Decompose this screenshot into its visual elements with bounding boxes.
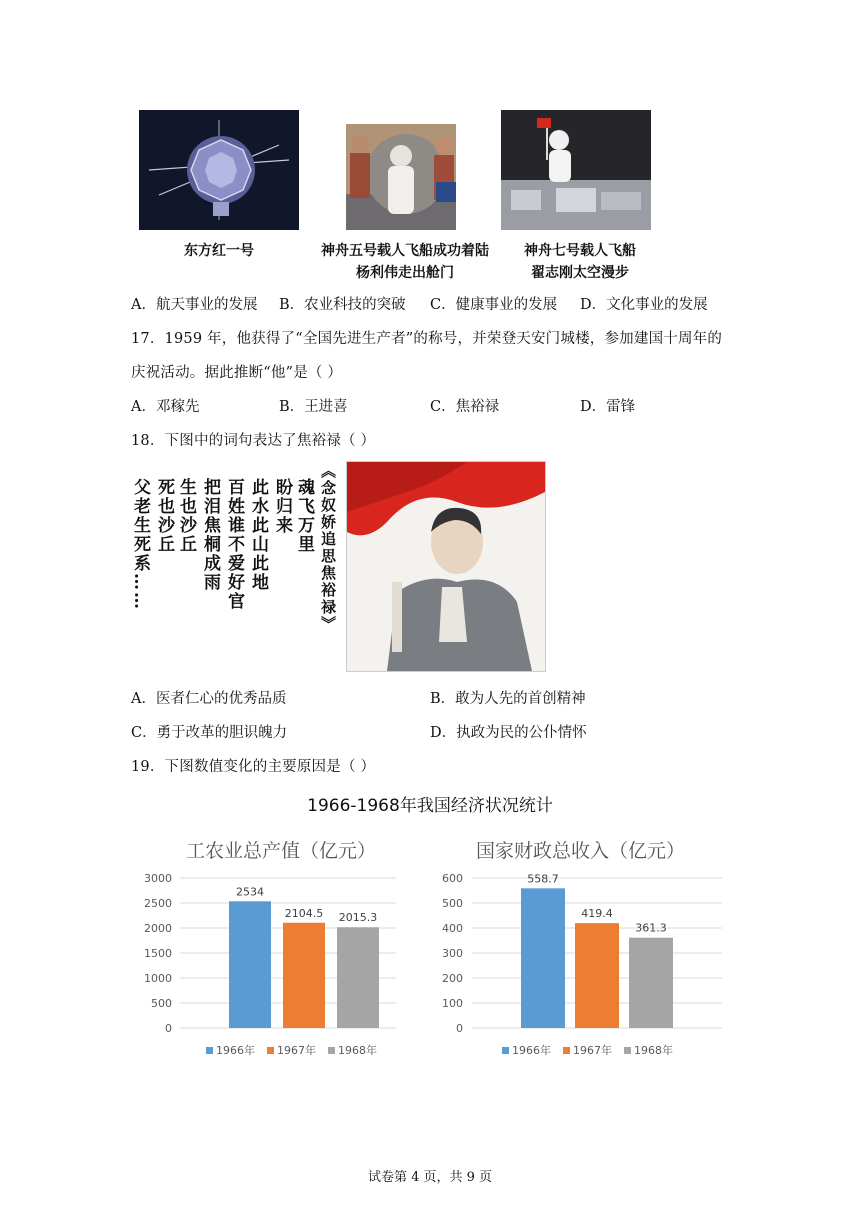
q16-option-c: C．健康事业的发展 [430, 297, 558, 313]
y-tick-label: 600 [442, 872, 463, 885]
data-label: 2534 [236, 885, 264, 899]
q17-stem-line2: 庆祝活动。据此推断“他”是（ ） [131, 365, 343, 381]
chart-2-svg [430, 864, 730, 1074]
image-caption-1: 东方红一号 [184, 243, 254, 259]
q17-option-c: C．焦裕禄 [430, 399, 500, 415]
legend-label: 1967年 [573, 1044, 612, 1057]
image-caption-3: 神舟七号载人飞船 翟志刚太空漫步 [524, 243, 636, 281]
image-caption-2: 神舟五号载人飞船成功着陆 杨利伟走出舱门 [321, 243, 489, 281]
y-tick-label: 2500 [144, 897, 172, 910]
satellite-photo [139, 110, 299, 230]
legend-swatch [563, 1047, 570, 1054]
y-tick-label: 100 [442, 997, 463, 1010]
data-label: 361.3 [635, 921, 667, 935]
q16-option-a: A．航天事业的发展 [131, 297, 258, 313]
poem-title: 《念奴娇追思焦裕禄》 [319, 463, 337, 633]
q17-stem-line1: 17．1959 年，他获得了“全国先进生产者”的称号，并荣登天安门城楼，参加建国十周年的 [131, 331, 723, 347]
q16-option-b: B．农业科技的突破 [279, 297, 406, 313]
q17-option-d: D．雷锋 [580, 399, 636, 415]
poem-line-2: 盼归来 [272, 478, 292, 535]
y-tick-label: 500 [442, 897, 463, 910]
y-tick-label: 0 [456, 1022, 463, 1035]
poem-line-8: 父老生死系…… [130, 478, 150, 611]
legend-swatch [267, 1047, 274, 1054]
q17-option-a: A．邓稼先 [131, 399, 200, 415]
legend-label: 1966年 [216, 1044, 255, 1057]
poem-line-7: 死也沙丘 [154, 478, 174, 554]
q19-stem: 19．下图数值变化的主要原因是（ ） [131, 759, 376, 775]
q18-option-a: A．医者仁心的优秀品质 [131, 691, 287, 707]
y-tick-label: 400 [442, 922, 463, 935]
data-label: 419.4 [581, 907, 613, 921]
poem-line-3: 此水此山此地 [248, 478, 268, 592]
q18-option-d: D．执政为民的公仆情怀 [430, 725, 587, 741]
legend-label: 1967年 [277, 1044, 316, 1057]
q18-option-c: C．勇于改革的胆识魄力 [131, 725, 288, 741]
q18-option-b: B．敢为人先的首创精神 [430, 691, 586, 707]
bar-1967年 [283, 923, 325, 1028]
bar-1968年 [629, 938, 673, 1028]
poem-line-6: 生也沙丘 [176, 478, 196, 554]
legend-swatch [206, 1047, 213, 1054]
y-tick-label: 1000 [144, 972, 172, 985]
spacewalk-photo [501, 110, 651, 230]
page-footer: 试卷第 4 页，共 9 页 [367, 1170, 493, 1185]
y-tick-label: 200 [442, 972, 463, 985]
legend-swatch [624, 1047, 631, 1054]
y-tick-label: 1500 [144, 947, 172, 960]
chart-1-svg [130, 864, 400, 1074]
bar-1966年 [521, 888, 565, 1028]
data-label: 558.7 [527, 872, 559, 886]
poem-line-4: 百姓谁不爱好官 [224, 478, 244, 611]
bar-1968年 [337, 927, 379, 1028]
poem-line-1: 魂飞万里 [294, 478, 314, 554]
legend-label: 1966年 [512, 1044, 551, 1057]
jiao-yulu-portrait [346, 461, 546, 672]
bar-1967年 [575, 923, 619, 1028]
astronaut-landing-photo [346, 124, 456, 230]
legend-label: 1968年 [338, 1044, 377, 1057]
chart-1-title: 工农业总产值（亿元） [186, 840, 377, 862]
y-tick-label: 500 [151, 997, 172, 1010]
q17-option-b: B．王进喜 [279, 399, 348, 415]
y-tick-label: 0 [165, 1022, 172, 1035]
q16-option-d: D．文化事业的发展 [580, 297, 708, 313]
chart-figure-title: 1966-1968年我国经济状况统计 [307, 796, 553, 816]
legend-swatch [502, 1047, 509, 1054]
poem-line-5: 把泪焦桐成雨 [200, 478, 220, 592]
data-label: 2104.5 [284, 906, 324, 920]
legend-swatch [328, 1047, 335, 1054]
y-tick-label: 300 [442, 947, 463, 960]
y-tick-label: 2000 [144, 922, 172, 935]
chart-2-title: 国家财政总收入（亿元） [476, 840, 686, 862]
y-tick-label: 3000 [144, 872, 172, 885]
q18-stem: 18．下图中的词句表达了焦裕禄（ ） [131, 433, 376, 449]
legend-label: 1968年 [634, 1044, 673, 1057]
bar-1966年 [229, 901, 271, 1028]
data-label: 2015.3 [338, 911, 378, 925]
